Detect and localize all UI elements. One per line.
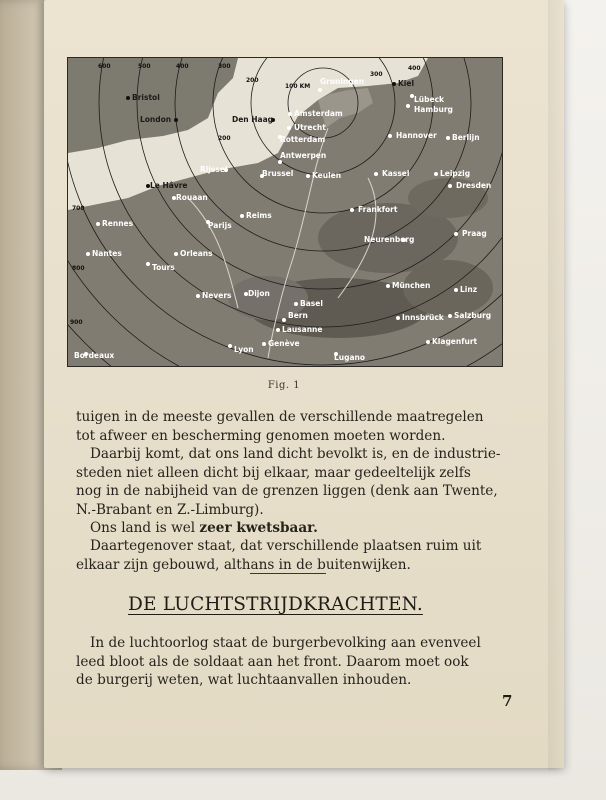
text-span: Ons land is wel xyxy=(90,520,200,536)
city-label: Tours xyxy=(152,263,175,272)
city-dot xyxy=(454,288,458,292)
km-label: 600 xyxy=(98,63,111,70)
city-label: Amsterdam xyxy=(294,109,343,118)
city-dot xyxy=(278,160,282,164)
city-label: Innsbrück xyxy=(402,313,444,322)
city-label: Genève xyxy=(268,339,300,348)
city-dot xyxy=(282,318,286,322)
city-label: Hannover xyxy=(396,131,437,140)
city-dot xyxy=(228,344,232,348)
city-label: Salzburg xyxy=(454,311,492,320)
city-dot xyxy=(426,340,430,344)
city-label: Rouaan xyxy=(176,193,208,202)
text-line: nog in de nabijheid van de grenzen liggen (denk aan Twente, xyxy=(76,483,498,499)
city-dot xyxy=(96,222,100,226)
city-label: Reims xyxy=(246,211,272,220)
page-number: 7 xyxy=(502,692,513,710)
city-label: Linz xyxy=(460,285,478,294)
text-line xyxy=(76,519,516,538)
city-label: Klagenfurt xyxy=(432,337,478,346)
city-label: Neurenberg xyxy=(364,235,415,244)
paragraph-2 xyxy=(76,445,516,519)
km-label: 300 xyxy=(218,63,231,70)
city-dot xyxy=(262,342,266,346)
city-dot xyxy=(306,174,310,178)
km-label: 800 xyxy=(72,265,85,272)
city-label: Keulen xyxy=(312,171,342,180)
emphasis-text: zeer kwetsbaar. xyxy=(199,520,318,536)
text-line: tuigen in de meeste gevallen de verschillende maatregelen xyxy=(76,409,484,425)
city-dot xyxy=(174,118,178,122)
city-label: Leipzig xyxy=(440,169,471,178)
km-label: 400 xyxy=(176,63,189,70)
city-label: Utrecht xyxy=(294,123,326,132)
city-label: Praag xyxy=(462,229,487,238)
km-label: 100 KM xyxy=(285,83,311,90)
city-label: Rennes xyxy=(102,219,134,228)
city-dot xyxy=(396,316,400,320)
city-dot xyxy=(350,208,354,212)
city-dot xyxy=(294,302,298,306)
city-label: Brussel xyxy=(262,169,294,178)
city-dot xyxy=(392,82,396,86)
city-label: Rotterdam xyxy=(280,135,326,144)
city-dot xyxy=(406,104,410,108)
map-figure xyxy=(67,57,503,367)
city-dot xyxy=(174,252,178,256)
city-label: Kassel xyxy=(382,169,410,178)
city-label: München xyxy=(392,281,431,290)
city-label: Berlijn xyxy=(452,133,480,142)
figure-caption: Fig. 1 xyxy=(267,380,301,391)
text-line: leed bloot als de soldaat aan het front. Daarom moet ook xyxy=(76,653,469,670)
city-dot xyxy=(446,136,450,140)
city-label: London xyxy=(140,115,172,124)
city-label: Lausanne xyxy=(282,325,323,334)
city-dot xyxy=(196,294,200,298)
city-label: Bristol xyxy=(132,93,160,102)
city-label: Lugano xyxy=(334,353,366,362)
city-dot xyxy=(126,96,130,100)
city-dot xyxy=(318,88,322,92)
city-label: Dresden xyxy=(456,181,492,190)
city-label: Lyon xyxy=(234,345,254,354)
city-label: Kiel xyxy=(398,79,415,88)
km-label: 400 xyxy=(408,65,421,72)
paragraph-3 xyxy=(76,519,516,538)
km-label: 200 xyxy=(218,135,231,142)
section-divider xyxy=(250,573,326,574)
city-label: Frankfort xyxy=(358,205,398,214)
text-line: Daarbij komt, dat ons land dicht bevolkt is, en de industrie- xyxy=(90,446,501,462)
text-line: elkaar zijn gebouwd, althans in de buitenwijken. xyxy=(76,556,411,573)
city-dot xyxy=(374,172,378,176)
city-dot xyxy=(386,284,390,288)
city-dot xyxy=(86,252,90,256)
city-label: Le Hâvre xyxy=(150,181,188,190)
city-label: Hamburg xyxy=(414,105,453,114)
text-line: steden niet alleen dicht bij elkaar, maar gedeeltelijk zelfs xyxy=(76,464,471,481)
city-dot xyxy=(276,328,280,332)
city-label: Dijon xyxy=(248,289,270,298)
km-label: 200 xyxy=(246,77,259,84)
city-dot xyxy=(287,126,291,130)
city-label: Nevers xyxy=(202,291,232,300)
km-label: 700 xyxy=(72,205,85,212)
text-line: de burgerij weten, wat luchtaanvallen inhouden. xyxy=(76,672,412,688)
paragraph-1 xyxy=(76,408,516,445)
city-label: Nantes xyxy=(92,249,122,258)
city-label: Orleans xyxy=(180,249,213,258)
km-label: 300 xyxy=(370,71,383,78)
paragraph-4 xyxy=(76,537,516,574)
city-label: Parijs xyxy=(208,221,232,230)
km-label: 500 xyxy=(138,63,151,70)
km-label: 900 xyxy=(70,319,83,326)
text-line: tot afweer en bescherming genomen moeten worden. xyxy=(76,427,446,444)
city-label: Rijssel xyxy=(200,165,228,174)
city-label: Lübeck xyxy=(414,95,445,104)
map-svg xyxy=(68,58,502,366)
city-dot xyxy=(454,232,458,236)
city-label: Basel xyxy=(300,299,323,308)
text-line: In de luchtoorlog staat de burgerbevolking aan evenveel xyxy=(90,635,481,651)
city-dot xyxy=(448,314,452,318)
city-dot xyxy=(388,134,392,138)
text-line: N.-Brabant en Z.-Limburg). xyxy=(76,501,264,518)
city-label: Bern xyxy=(288,311,308,320)
city-dot xyxy=(448,184,452,188)
city-label: Bordeaux xyxy=(74,351,115,360)
city-label: Antwerpen xyxy=(280,151,327,160)
city-dot xyxy=(240,214,244,218)
section-title: DE LUCHTSTRIJDKRACHTEN. xyxy=(128,594,423,615)
city-dot xyxy=(434,172,438,176)
text-line: Daartegenover staat, dat verschillende plaatsen ruim uit xyxy=(90,538,482,554)
city-label: Den Haag xyxy=(232,115,274,124)
section-paragraph xyxy=(76,634,516,690)
city-dot xyxy=(288,112,292,116)
city-dot xyxy=(146,262,150,266)
city-label: Groningen xyxy=(320,77,365,86)
